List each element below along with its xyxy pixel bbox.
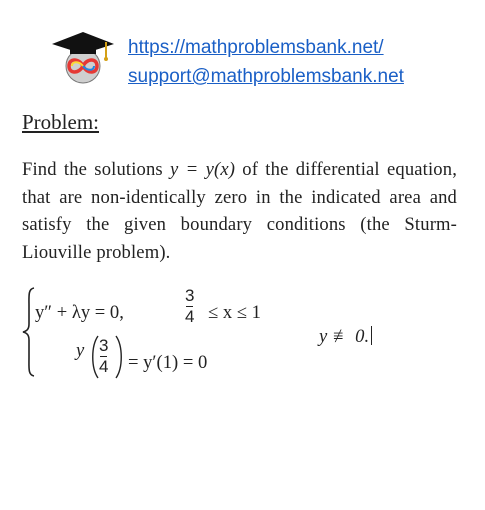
statement-math: y = y(x) bbox=[170, 159, 236, 180]
bc-numerator: 3 bbox=[99, 336, 109, 355]
problem-statement bbox=[22, 156, 457, 266]
bc-rest: = y′(1) = 0 bbox=[128, 352, 208, 373]
bc-function: y bbox=[76, 340, 85, 361]
differential-equation: y″ + λy = 0, bbox=[35, 302, 124, 323]
ineq-fraction bbox=[185, 286, 194, 327]
boundary-condition bbox=[76, 340, 84, 362]
bc-denominator: 4 bbox=[99, 357, 109, 376]
left-brace-icon bbox=[22, 286, 36, 378]
email-link[interactable]: support@mathproblemsbank.net bbox=[128, 66, 404, 87]
statement-part-1: Find the solutions bbox=[22, 159, 171, 180]
nonzero-condition bbox=[319, 326, 372, 348]
ineq-numerator: 3 bbox=[185, 286, 195, 305]
problem-heading: Problem: bbox=[22, 110, 99, 134]
ineq-denominator: 4 bbox=[185, 307, 195, 326]
site-logo bbox=[50, 28, 116, 86]
equation-system bbox=[22, 286, 442, 386]
site-link[interactable]: https://mathproblemsbank.net/ bbox=[128, 37, 384, 58]
interval-inequality: ≤ x ≤ 1 bbox=[208, 302, 261, 323]
header-links bbox=[128, 33, 404, 91]
text-cursor bbox=[371, 326, 372, 345]
graduation-cap-infinity-icon bbox=[50, 28, 116, 86]
statement-part-2: of the differential equation, that are non-identically zero in the indicated area and satisfy the given boundary conditions (the Sturm-Liouville problem). bbox=[22, 159, 457, 263]
nonzero-condition-text: y ≢ 0. bbox=[319, 326, 370, 347]
bc-fraction bbox=[99, 336, 108, 377]
